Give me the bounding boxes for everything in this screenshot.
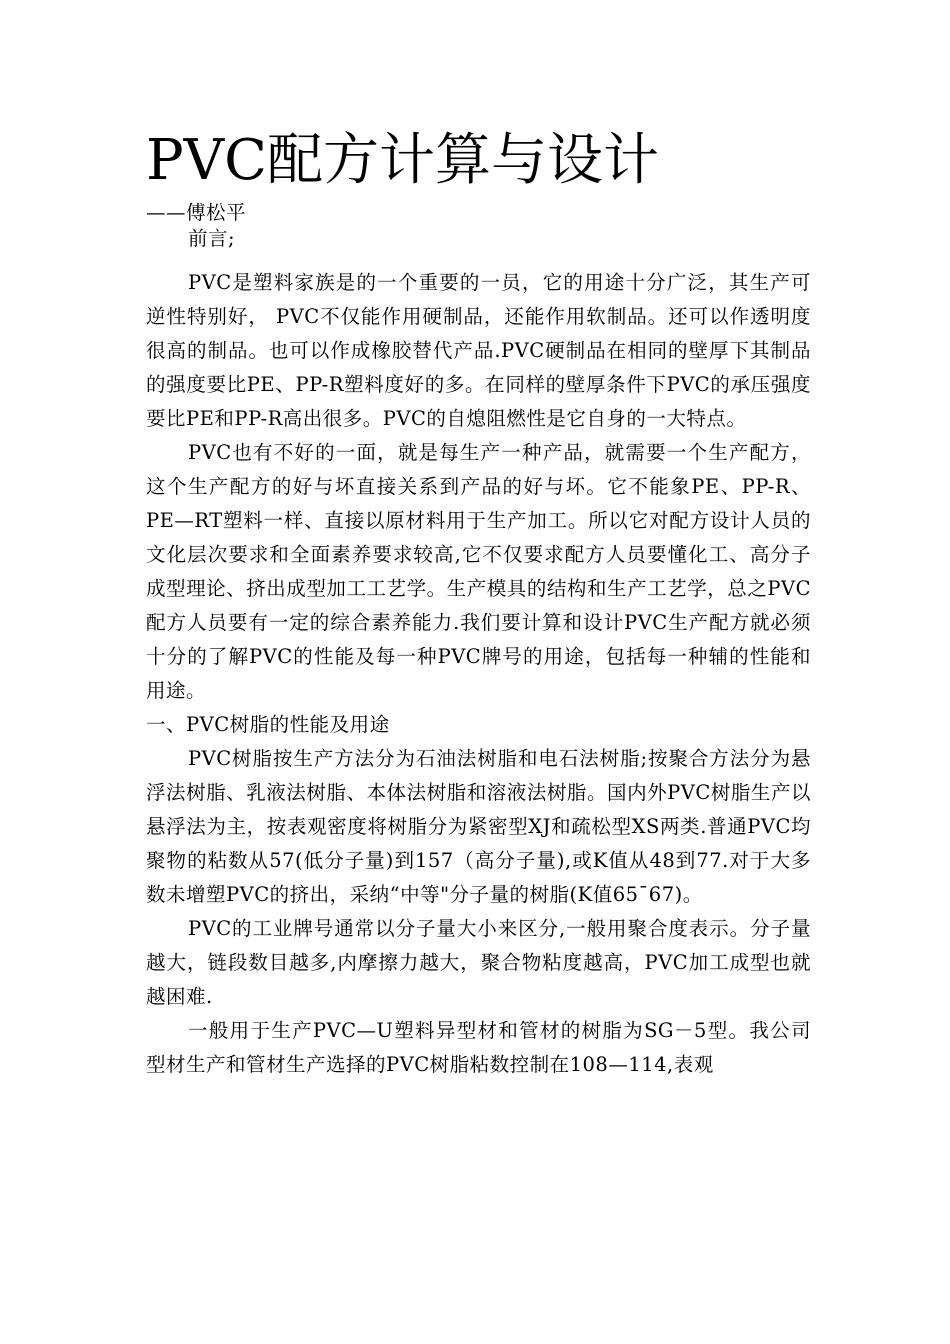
- paragraph-intro-2: PVC也有不好的一面，就是每生产一种产品，就需要一个生产配方，这个生产配方的好与坏直接关系到产品的好与坏。它不能象PE、PP-R、PE—RT塑料一样、直接以原材料用于生产加工。所以它对配方设计人员的文化层次要求和全面素养要求较高,它不仅要求配方人员要懂化工、高分子成型理论、挤出成型加工工艺学。生产模具的结构和生产工艺学，总之PVC配方人员要有一定的综合素养能力.我们要计算和设计PVC生产配方就必须十分的了解PVC的性能及每一种PVC牌号的用途，包括每一种辅的性能和用途。: [146, 441, 811, 702]
- author-line: ——傅松平: [146, 201, 247, 224]
- paragraph-section-3: 一般用于生产PVC—U塑料异型材和管材的树脂为SG－5型。我公司型材生产和管材生产选择的PVC树脂粘数控制在108—114,表观: [146, 1019, 811, 1076]
- document-body: [146, 200, 811, 1082]
- section-heading: 一、PVC树脂的性能及用途: [146, 713, 390, 736]
- preface-label: 前言;: [188, 227, 236, 250]
- paragraph-intro-1: PVC是塑料家族是的一个重要的一员，它的用途十分广泛，其生产可逆性特别好， PVC不仅能作用硬制品，还能作用软制品。还可以作透明度很高的制品。也可以作成橡胶替代产品.PVC硬制品在相同的壁厚下其制品的强度要比PE、PP-R塑料度好的多。在同样的壁厚条件下PVC的承压强度要比PE和PP-R高出很多。PVC的自熄阻燃性是它自身的一大特点。: [146, 271, 811, 430]
- document-title: PVC配方计算与设计: [146, 128, 659, 193]
- paragraph-section-1: PVC树脂按生产方法分为石油法树脂和电石法树脂;按聚合方法分为悬浮法树脂、乳液法树脂、本体法树脂和溶液法树脂。国内外PVC树脂生产以悬浮法为主，按表观密度将树脂分为紧密型XJ和疏松型XS两类.普通PVC均聚物的粘数从57(低分子量)到157（高分子量),或K值从48到77.对于大多数未增塑PVC的挤出，采纳“中等"分子量的树脂(K值65¯67)。: [146, 747, 811, 906]
- paragraph-section-2: PVC的工业牌号通常以分子量大小来区分,一般用聚合度表示。分子量越大，链段数目越多,内摩擦力越大，聚合物粘度越高，PVC加工成型也就越困难.: [146, 917, 811, 1008]
